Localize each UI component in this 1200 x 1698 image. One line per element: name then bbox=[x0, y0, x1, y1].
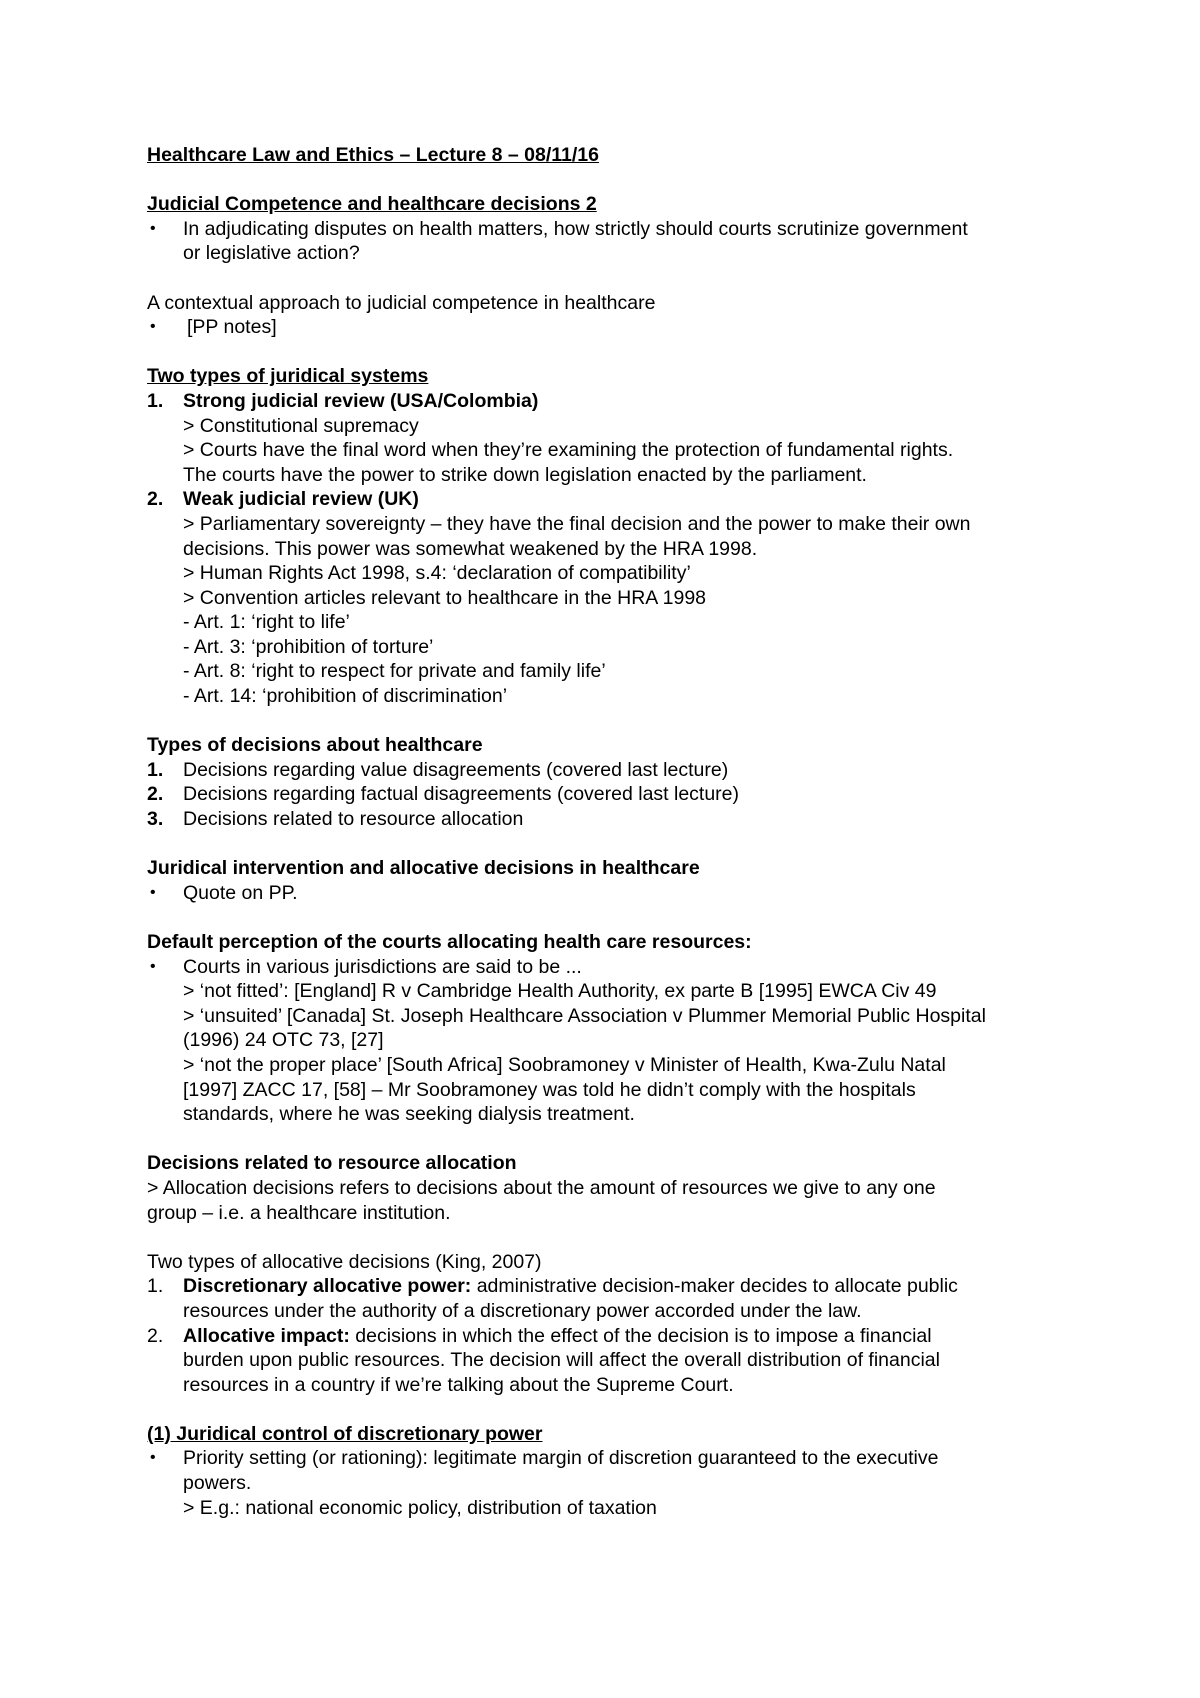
list-item bbox=[147, 1446, 1077, 1520]
list-item bbox=[147, 487, 1077, 708]
list-number: 2. bbox=[147, 783, 164, 806]
term-label: Discretionary allocative power: bbox=[183, 1275, 472, 1298]
list-item bbox=[147, 881, 1077, 906]
bullet-icon: • bbox=[150, 883, 156, 901]
list-item bbox=[147, 217, 1077, 266]
list-item bbox=[147, 1274, 1077, 1323]
list-item-text: Quote on PP. bbox=[183, 881, 298, 904]
section-heading-contextual-approach: A contextual approach to judicial competence in healthcare bbox=[147, 291, 656, 314]
list-item-text: decisions in which the effect of the decision is to impose a financial bbox=[349, 1324, 932, 1347]
section-heading-decision-types: Types of decisions about healthcare bbox=[147, 734, 483, 757]
bullet-icon: • bbox=[150, 318, 156, 336]
list-item-text: > Human Rights Act 1998, s.4: ‘declaration of compatibility’ bbox=[183, 562, 691, 585]
list-number: 1. bbox=[147, 758, 164, 781]
document-page bbox=[147, 143, 1077, 1520]
list-item-text: - Art. 1: ‘right to life’ bbox=[183, 611, 350, 634]
list-item bbox=[147, 782, 1077, 807]
list-number: 2. bbox=[147, 488, 164, 511]
list-item-title: Weak judicial review (UK) bbox=[183, 488, 419, 511]
list-item bbox=[147, 389, 1077, 487]
list-item bbox=[147, 807, 1077, 832]
list-item-text: Courts in various jurisdictions are said to be ... bbox=[183, 955, 582, 978]
list-item-text: > ‘not the proper place’ [South Africa] Soobramoney v Minister of Health, Kwa-Zulu Natal bbox=[183, 1053, 946, 1076]
bullet-icon: • bbox=[150, 957, 156, 975]
list-item-text: resources under the authority of a discretionary power accorded under the law. bbox=[183, 1299, 862, 1322]
section-heading-allocative-decisions: Two types of allocative decisions (King, 2007) bbox=[147, 1250, 542, 1273]
list-item bbox=[147, 1324, 1077, 1398]
list-item-text: administrative decision-maker decides to allocate public bbox=[471, 1275, 958, 1298]
list-number: 1. bbox=[147, 389, 164, 412]
list-item-text: resources in a country if we’re talking about the Supreme Court. bbox=[183, 1373, 734, 1396]
list-item-title: Strong judicial review (USA/Colombia) bbox=[183, 389, 539, 412]
bullet-icon: • bbox=[150, 219, 156, 237]
document-title: Healthcare Law and Ethics – Lecture 8 – 08/11/16 bbox=[147, 144, 599, 166]
list-item-text: > ‘not fitted’: [England] R v Cambridge Health Authority, ex parte B [1995] EWCA Civ 49 bbox=[183, 980, 937, 1003]
list-item-text: The courts have the power to strike down legislation enacted by the parliament. bbox=[183, 463, 867, 486]
list-item-text: > ‘unsuited’ [Canada] St. Joseph Healthcare Association v Plummer Memorial Public Hospital bbox=[183, 1004, 986, 1027]
list-number: 3. bbox=[147, 808, 164, 831]
list-item-text: In adjudicating disputes on health matters, how strictly should courts scrutinize government bbox=[183, 217, 968, 240]
term-label: Allocative impact: bbox=[183, 1324, 350, 1347]
list-item-text: > Parliamentary sovereignty – they have the final decision and the power to make their own bbox=[183, 512, 971, 535]
list-item-text: > Constitutional supremacy bbox=[183, 414, 419, 437]
section-heading-juridical-systems: Two types of juridical systems bbox=[147, 365, 429, 388]
list-item-text: powers. bbox=[183, 1472, 252, 1495]
section-heading-resource-allocation: Decisions related to resource allocation bbox=[147, 1152, 517, 1175]
bullet-icon: • bbox=[150, 1449, 156, 1467]
list-item-text: Priority setting (or rationing): legitimate margin of discretion guaranteed to the executive bbox=[183, 1447, 939, 1470]
list-item-text: > E.g.: national economic policy, distribution of taxation bbox=[183, 1496, 657, 1519]
list-item-text: (1996) 24 OTC 73, [27] bbox=[183, 1029, 384, 1052]
list-item-text: - Art. 8: ‘right to respect for private and family life’ bbox=[183, 660, 606, 683]
list-item-text: Decisions regarding factual disagreements (covered last lecture) bbox=[183, 783, 740, 806]
list-item bbox=[147, 955, 1077, 1127]
section-heading-juridical-control: (1) Juridical control of discretionary power bbox=[147, 1422, 543, 1445]
list-item-text: > Courts have the final word when they’re examining the protection of fundamental rights. bbox=[183, 439, 954, 462]
list-item-text: Decisions regarding value disagreements (covered last lecture) bbox=[183, 758, 729, 781]
list-item-text: burden upon public resources. The decision will affect the overall distribution of financial bbox=[183, 1349, 940, 1372]
list-item-text: Decisions related to resource allocation bbox=[183, 808, 524, 831]
list-item-text: standards, where he was seeking dialysis treatment. bbox=[183, 1103, 635, 1126]
section-heading-default-perception: Default perception of the courts allocating health care resources: bbox=[147, 931, 752, 953]
paragraph-line: group – i.e. a healthcare institution. bbox=[147, 1201, 451, 1224]
list-item bbox=[147, 315, 1077, 340]
section-heading-judicial-competence: Judicial Competence and healthcare decisions 2 bbox=[147, 193, 597, 216]
list-number: 1. bbox=[147, 1275, 164, 1298]
section-heading-juridical-intervention: Juridical intervention and allocative decisions in healthcare bbox=[147, 857, 700, 880]
list-item-text: [PP notes] bbox=[187, 316, 277, 339]
list-item-text: decisions. This power was somewhat weakened by the HRA 1998. bbox=[183, 537, 758, 560]
list-item-text: - Art. 14: ‘prohibition of discrimination’ bbox=[183, 685, 508, 708]
paragraph-line: > Allocation decisions refers to decisions about the amount of resources we give to any one bbox=[147, 1176, 936, 1199]
list-item-text: or legislative action? bbox=[183, 242, 360, 265]
list-item-text: [1997] ZACC 17, [58] – Mr Soobramoney was told he didn’t comply with the hospitals bbox=[183, 1078, 916, 1101]
list-item-text: - Art. 3: ‘prohibition of torture’ bbox=[183, 635, 434, 658]
list-item bbox=[147, 758, 1077, 783]
list-item-text: > Convention articles relevant to healthcare in the HRA 1998 bbox=[183, 586, 707, 609]
list-number: 2. bbox=[147, 1324, 164, 1347]
